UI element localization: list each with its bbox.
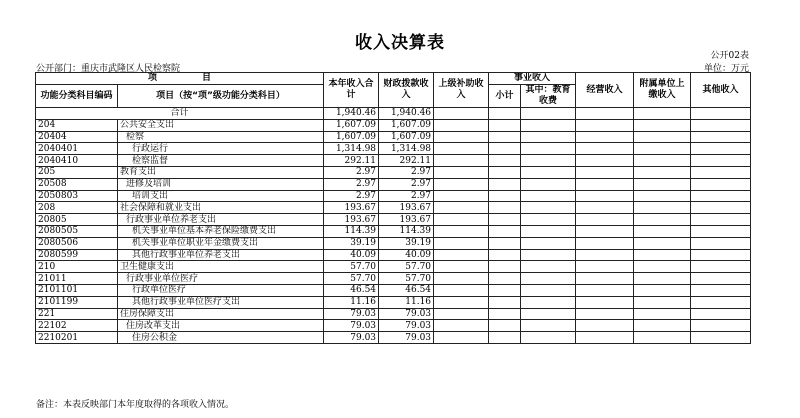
empty-cell [634, 249, 691, 261]
row-total: 57.70 [324, 273, 379, 285]
table-row [36, 214, 751, 226]
row-fiscal: 1,314.98 [379, 143, 434, 155]
table-row [36, 237, 751, 249]
empty-cell [521, 261, 576, 273]
row-name: 教育支出 [118, 166, 324, 178]
empty-cell [489, 308, 521, 320]
row-code: 204 [36, 119, 118, 131]
row-code: 208 [36, 202, 118, 214]
empty-cell [691, 261, 751, 273]
row-name: 住房改革支出 [118, 320, 324, 332]
empty-cell [691, 284, 751, 296]
row-total: 79.03 [324, 332, 379, 344]
row-name: 社会保障和就业支出 [118, 202, 324, 214]
table-row [36, 273, 751, 285]
row-code: 210 [36, 261, 118, 273]
empty-cell [521, 119, 576, 131]
empty-cell [576, 332, 634, 344]
empty-cell [634, 155, 691, 167]
header-operating: 经营收入 [576, 73, 634, 108]
empty-cell [576, 119, 634, 131]
empty-cell [691, 214, 751, 226]
empty-cell [691, 249, 751, 261]
row-code: 2080599 [36, 249, 118, 261]
empty-cell [434, 214, 489, 226]
empty-cell [489, 225, 521, 237]
row-fiscal: 2.97 [379, 190, 434, 202]
empty-cell [489, 119, 521, 131]
empty-cell [434, 119, 489, 131]
empty-cell [691, 119, 751, 131]
row-code: 20404 [36, 131, 118, 143]
row-code: 2210201 [36, 332, 118, 344]
footnote: 备注：本表反映部门本年度取得的各项收入情况。 [36, 400, 235, 410]
empty-cell [691, 332, 751, 344]
row-fiscal: 79.03 [379, 320, 434, 332]
empty-cell [634, 178, 691, 190]
row-total: 2.97 [324, 190, 379, 202]
empty-cell [634, 237, 691, 249]
header-superior: 上级补助收入 [434, 73, 489, 108]
row-name: 住房保障支出 [118, 308, 324, 320]
empty-cell [634, 284, 691, 296]
empty-cell [576, 131, 634, 143]
table-row [36, 190, 751, 202]
empty-cell [576, 190, 634, 202]
empty-cell [521, 143, 576, 155]
empty-cell [634, 273, 691, 285]
table-row [36, 155, 751, 167]
table-row [36, 202, 751, 214]
empty-cell [434, 155, 489, 167]
empty-cell [691, 143, 751, 155]
empty-cell [576, 261, 634, 273]
header-other: 其他收入 [691, 73, 751, 108]
empty-cell [576, 202, 634, 214]
table-row [36, 284, 751, 296]
row-fiscal: 2.97 [379, 166, 434, 178]
total-fiscal-value: 1,940.46 [379, 108, 434, 120]
empty-cell [634, 143, 691, 155]
empty-cell [434, 284, 489, 296]
empty-cell [434, 225, 489, 237]
empty-cell [576, 178, 634, 190]
empty-cell [489, 178, 521, 190]
table-row [36, 261, 751, 273]
row-name: 检察监督 [118, 155, 324, 167]
empty-cell [576, 155, 634, 167]
row-fiscal: 11.16 [379, 296, 434, 308]
empty-cell [489, 273, 521, 285]
empty-cell [434, 332, 489, 344]
empty-cell [489, 320, 521, 332]
row-fiscal: 114.39 [379, 225, 434, 237]
table-row [36, 332, 751, 344]
empty-cell [434, 237, 489, 249]
empty-cell [634, 225, 691, 237]
row-fiscal: 39.19 [379, 237, 434, 249]
empty-cell [434, 308, 489, 320]
table-row [36, 119, 751, 131]
row-total: 46.54 [324, 284, 379, 296]
row-code: 2080505 [36, 225, 118, 237]
empty-cell [489, 166, 521, 178]
empty-cell [691, 166, 751, 178]
row-name: 行政运行 [118, 143, 324, 155]
total-label: 合计 [36, 108, 324, 120]
empty-cell [521, 284, 576, 296]
row-code: 2101101 [36, 284, 118, 296]
header-business: 事业收入 [489, 73, 576, 85]
row-code: 2080506 [36, 237, 118, 249]
row-fiscal: 1,607.09 [379, 131, 434, 143]
empty-cell [489, 284, 521, 296]
row-name: 检察 [118, 131, 324, 143]
empty-cell [691, 308, 751, 320]
empty-cell [521, 214, 576, 226]
row-fiscal: 292.11 [379, 155, 434, 167]
empty-cell [489, 214, 521, 226]
total-row [36, 108, 751, 120]
row-fiscal: 79.03 [379, 308, 434, 320]
empty-cell [634, 166, 691, 178]
empty-cell [434, 178, 489, 190]
row-name: 机关事业单位职业年金缴费支出 [118, 237, 324, 249]
row-name: 培训支出 [118, 190, 324, 202]
empty-cell [691, 155, 751, 167]
empty-cell [521, 225, 576, 237]
row-code: 2101199 [36, 296, 118, 308]
table-row [36, 308, 751, 320]
row-total: 193.67 [324, 214, 379, 226]
empty-cell [489, 143, 521, 155]
table-row [36, 320, 751, 332]
row-code: 2040401 [36, 143, 118, 155]
empty-cell [691, 273, 751, 285]
empty-cell [434, 320, 489, 332]
row-name: 机关事业单位基本养老保险缴费支出 [118, 225, 324, 237]
empty-cell [489, 296, 521, 308]
table-row [36, 143, 751, 155]
table-row [36, 166, 751, 178]
header-code: 功能分类科目编码 [36, 85, 118, 108]
empty-cell [634, 320, 691, 332]
row-total: 57.70 [324, 261, 379, 273]
row-total: 193.67 [324, 202, 379, 214]
empty-cell [434, 131, 489, 143]
empty-cell [634, 332, 691, 344]
row-total: 39.19 [324, 237, 379, 249]
empty-cell [521, 131, 576, 143]
empty-cell [691, 202, 751, 214]
empty-cell [634, 190, 691, 202]
income-table [35, 72, 751, 344]
row-code: 2040410 [36, 155, 118, 167]
row-name: 卫生健康支出 [118, 261, 324, 273]
empty-cell [521, 178, 576, 190]
empty-cell [521, 237, 576, 249]
empty-cell [434, 296, 489, 308]
row-fiscal: 2.97 [379, 178, 434, 190]
empty-cell [576, 143, 634, 155]
table-row [36, 178, 751, 190]
header-item: 项 目 [36, 73, 324, 85]
empty-cell [634, 261, 691, 273]
table-row [36, 296, 751, 308]
empty-cell [576, 296, 634, 308]
empty-cell [434, 143, 489, 155]
empty-cell [634, 214, 691, 226]
empty-cell [434, 190, 489, 202]
header-fiscal: 财政拨款收入 [379, 73, 434, 108]
empty-cell [691, 178, 751, 190]
empty-cell [521, 320, 576, 332]
row-total: 11.16 [324, 296, 379, 308]
total-income-value: 1,940.46 [324, 108, 379, 120]
empty-cell [489, 261, 521, 273]
row-code: 205 [36, 166, 118, 178]
row-code: 2050803 [36, 190, 118, 202]
empty-cell [634, 308, 691, 320]
row-fiscal: 46.54 [379, 284, 434, 296]
empty-cell [489, 131, 521, 143]
row-total: 1,314.98 [324, 143, 379, 155]
row-name: 其他行政事业单位养老支出 [118, 249, 324, 261]
empty-cell [434, 273, 489, 285]
row-fiscal: 57.70 [379, 273, 434, 285]
empty-cell [489, 332, 521, 344]
row-fiscal: 79.03 [379, 332, 434, 344]
empty-cell [634, 202, 691, 214]
empty-cell [521, 190, 576, 202]
row-total: 292.11 [324, 155, 379, 167]
empty-cell [521, 155, 576, 167]
empty-cell [691, 237, 751, 249]
header-affiliated: 附属单位上缴收入 [634, 73, 691, 108]
row-total: 2.97 [324, 166, 379, 178]
header-total-income: 本年收入合计 [324, 73, 379, 108]
row-total: 1,607.09 [324, 119, 379, 131]
empty-cell [576, 237, 634, 249]
empty-cell [576, 308, 634, 320]
empty-cell [576, 320, 634, 332]
empty-cell [691, 225, 751, 237]
empty-cell [634, 296, 691, 308]
row-total: 1,607.09 [324, 131, 379, 143]
row-name: 住房公积金 [118, 332, 324, 344]
empty-cell [521, 273, 576, 285]
row-fiscal: 40.09 [379, 249, 434, 261]
empty-cell [576, 225, 634, 237]
row-name: 行政单位医疗 [118, 284, 324, 296]
table-row [36, 249, 751, 261]
empty-cell [521, 166, 576, 178]
row-total: 114.39 [324, 225, 379, 237]
row-code: 21011 [36, 273, 118, 285]
empty-cell [489, 237, 521, 249]
header-subtotal: 小计 [489, 85, 521, 108]
empty-cell [691, 296, 751, 308]
row-code: 221 [36, 308, 118, 320]
row-name: 行政事业单位养老支出 [118, 214, 324, 226]
header-name: 项目（按“项”级功能分类科目） [118, 85, 324, 108]
row-fiscal: 57.70 [379, 261, 434, 273]
empty-cell [576, 249, 634, 261]
empty-cell [576, 214, 634, 226]
unit-label: 单位：万元 [703, 64, 749, 74]
empty-cell [691, 320, 751, 332]
table-row [36, 131, 751, 143]
row-fiscal: 193.67 [379, 214, 434, 226]
empty-cell [634, 119, 691, 131]
empty-cell [489, 190, 521, 202]
row-total: 79.03 [324, 308, 379, 320]
empty-cell [434, 166, 489, 178]
empty-cell [634, 131, 691, 143]
form-number: 公开02表 [710, 51, 749, 61]
empty-cell [691, 190, 751, 202]
department-label: 公开部门：重庆市武隆区人民检察院 [36, 64, 181, 74]
report-title: 收入决算表 [355, 33, 445, 53]
empty-cell [434, 249, 489, 261]
empty-cell [489, 155, 521, 167]
empty-cell [576, 284, 634, 296]
empty-cell [521, 296, 576, 308]
row-name: 进修及培训 [118, 178, 324, 190]
empty-cell [521, 332, 576, 344]
row-name: 公共安全支出 [118, 119, 324, 131]
row-name: 其他行政事业单位医疗支出 [118, 296, 324, 308]
row-code: 20508 [36, 178, 118, 190]
empty-cell [489, 249, 521, 261]
row-code: 20805 [36, 214, 118, 226]
row-code: 22102 [36, 320, 118, 332]
empty-cell [521, 202, 576, 214]
row-name: 行政事业单位医疗 [118, 273, 324, 285]
row-fiscal: 1,607.09 [379, 119, 434, 131]
table-row [36, 225, 751, 237]
row-fiscal: 193.67 [379, 202, 434, 214]
empty-cell [691, 131, 751, 143]
empty-cell [521, 308, 576, 320]
row-total: 79.03 [324, 320, 379, 332]
empty-cell [434, 261, 489, 273]
empty-cell [489, 202, 521, 214]
empty-cell [576, 273, 634, 285]
row-total: 40.09 [324, 249, 379, 261]
empty-cell [521, 249, 576, 261]
empty-cell [434, 202, 489, 214]
empty-cell [576, 166, 634, 178]
row-total: 2.97 [324, 178, 379, 190]
header-education: 其中：教育收费 [521, 85, 576, 108]
